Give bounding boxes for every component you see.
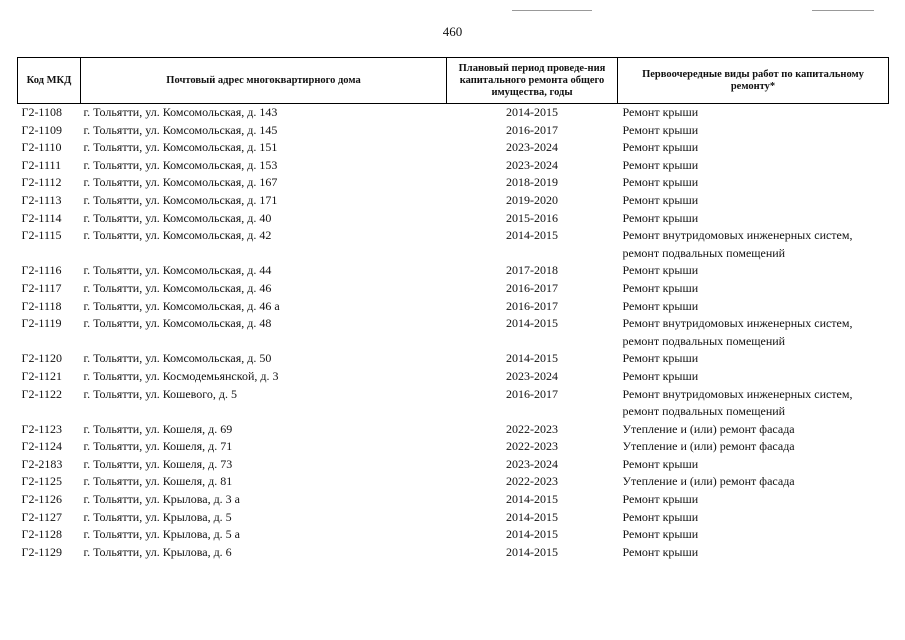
address-cell: г. Тольятти, ул. Комсомольская, д. 50 <box>83 351 272 366</box>
mkd-code-cell: Г2-1118 <box>21 298 62 313</box>
mkd-code-cell: Г2-1117 <box>21 280 62 295</box>
table-row <box>18 174 889 192</box>
address-cell: г. Тольятти, ул. Комсомольская, д. 171 <box>83 192 278 207</box>
works-cell <box>618 139 889 157</box>
works-line: Утепление и (или) ремонт фасада <box>622 439 795 454</box>
repair-period-cell: 2014-2015 <box>506 105 558 119</box>
works-cell <box>618 122 889 140</box>
top-rule-left <box>512 10 592 11</box>
header-code: Код МКД <box>18 58 81 104</box>
mkd-code-cell: Г2-1121 <box>21 368 62 383</box>
repair-period-cell: 2015-2016 <box>506 210 558 225</box>
mkd-code-cell: Г2-1111 <box>21 157 62 172</box>
address-cell: г. Тольятти, ул. Кошеля, д. 71 <box>83 439 233 454</box>
table-row <box>18 438 889 456</box>
address-cell: г. Тольятти, ул. Комсомольская, д. 145 <box>83 122 278 137</box>
works-cell <box>618 491 889 509</box>
repair-period-cell: 2014-2015 <box>506 228 558 243</box>
works-cell <box>618 456 889 474</box>
repair-period-cell: 2016-2017 <box>506 122 558 137</box>
mkd-code-cell: Г2-1122 <box>21 386 62 401</box>
mkd-code-cell: Г2-1116 <box>21 263 62 278</box>
repair-period-cell: 2023-2024 <box>506 157 558 172</box>
table-row <box>18 368 889 386</box>
address-cell: г. Тольятти, ул. Комсомольская, д. 153 <box>83 157 278 172</box>
works-cell <box>618 157 889 175</box>
works-line: Ремонт внутридомовых инженерных систем, <box>622 228 853 243</box>
mkd-code-cell: Г2-1125 <box>21 474 62 489</box>
table-row <box>18 473 889 491</box>
works-line: Ремонт крыши <box>622 122 699 137</box>
address-cell: г. Тольятти, ул. Комсомольская, д. 40 <box>83 210 272 225</box>
works-line: Ремонт крыши <box>622 192 699 207</box>
works-line: Ремонт крыши <box>622 368 699 383</box>
mkd-code-cell: Г2-1128 <box>21 527 62 542</box>
header-works: Первоочередные виды работ по капитальному ремонту* <box>618 58 889 104</box>
works-line: Ремонт крыши <box>622 298 699 313</box>
repair-period-cell: 2023-2024 <box>506 368 558 383</box>
repair-period-cell: 2022-2023 <box>506 439 558 454</box>
works-line: Утепление и (или) ремонт фасада <box>622 474 795 489</box>
repair-period-cell: 2014-2015 <box>506 492 558 507</box>
repair-period-cell: 2017-2018 <box>506 263 558 278</box>
mkd-code-cell: Г2-1124 <box>21 439 62 454</box>
mkd-code-cell: Г2-1126 <box>21 492 62 507</box>
works-line: ремонт подвальных помещений <box>622 245 786 260</box>
works-line: Ремонт крыши <box>622 351 699 366</box>
table-row <box>18 192 889 210</box>
works-cell <box>618 192 889 210</box>
table-row <box>18 509 889 527</box>
repair-period-cell: 2018-2019 <box>506 175 558 190</box>
table-row <box>18 491 889 509</box>
repair-period-cell: 2016-2017 <box>506 280 558 295</box>
works-cell <box>618 526 889 544</box>
address-cell: г. Тольятти, ул. Комсомольская, д. 44 <box>83 263 272 278</box>
mkd-code-cell: Г2-1127 <box>21 509 62 524</box>
address-cell: г. Тольятти, ул. Комсомольская, д. 48 <box>83 316 272 331</box>
works-line: Ремонт внутридомовых инженерных систем, <box>622 316 853 331</box>
table-row <box>18 262 889 280</box>
repair-period-cell: 2014-2015 <box>506 527 558 542</box>
repair-period-cell: 2019-2020 <box>506 192 558 207</box>
address-cell: г. Тольятти, ул. Кошеля, д. 69 <box>83 421 233 436</box>
works-line: Ремонт крыши <box>622 210 699 225</box>
mkd-code-cell: Г2-1113 <box>21 192 62 207</box>
works-cell <box>618 386 889 421</box>
works-cell <box>618 421 889 439</box>
address-cell: г. Тольятти, ул. Комсомольская, д. 151 <box>83 140 278 155</box>
header-period: Плановый период проведе-ния капитального ремонта общего имущества, годы <box>447 58 618 104</box>
works-line: Ремонт крыши <box>622 527 699 542</box>
table-row <box>18 227 889 262</box>
works-cell <box>618 227 889 262</box>
works-cell <box>618 509 889 527</box>
table-row <box>18 526 889 544</box>
repair-period-cell: 2014-2015 <box>506 509 558 524</box>
table-row <box>18 280 889 298</box>
table-row <box>18 544 889 562</box>
address-cell: г. Тольятти, ул. Кошевого, д. 5 <box>83 386 237 401</box>
mkd-code-cell: Г2-1109 <box>21 122 62 137</box>
address-cell: г. Тольятти, ул. Комсомольская, д. 46 а <box>83 298 280 313</box>
address-cell: г. Тольятти, ул. Кошеля, д. 81 <box>83 474 233 489</box>
table-row <box>18 421 889 439</box>
works-line: Ремонт крыши <box>622 175 699 190</box>
table-header-row <box>18 58 889 104</box>
works-line: Ремонт крыши <box>622 157 699 172</box>
repair-period-cell: 2023-2024 <box>506 140 558 155</box>
works-line: Ремонт крыши <box>622 492 699 507</box>
repair-period-cell: 2022-2023 <box>506 474 558 489</box>
works-line: Ремонт крыши <box>622 509 699 524</box>
repair-period-cell: 2016-2017 <box>506 298 558 313</box>
address-cell: г. Тольятти, ул. Крылова, д. 5 <box>83 509 232 524</box>
works-cell <box>618 298 889 316</box>
mkd-code-cell: Г2-1129 <box>21 544 62 559</box>
table-row <box>18 139 889 157</box>
mkd-code-cell: Г2-1112 <box>21 175 62 190</box>
repair-period-cell: 2022-2023 <box>506 421 558 436</box>
table-row <box>18 298 889 316</box>
address-cell: г. Тольятти, ул. Крылова, д. 6 <box>83 544 232 559</box>
works-line: Ремонт крыши <box>622 544 699 559</box>
works-cell <box>618 210 889 228</box>
works-cell <box>618 350 889 368</box>
works-cell <box>618 438 889 456</box>
table-row <box>18 122 889 140</box>
works-line: Ремонт внутридомовых инженерных систем, <box>622 386 853 401</box>
address-cell: г. Тольятти, ул. Комсомольская, д. 167 <box>83 175 278 190</box>
mkd-code-cell: Г2-1114 <box>21 210 62 225</box>
works-cell <box>618 544 889 562</box>
works-line: ремонт подвальных помещений <box>622 404 786 419</box>
works-line: Ремонт крыши <box>622 280 699 295</box>
repair-period-cell: 2014-2015 <box>506 351 558 366</box>
mkd-code-cell: Г2-1120 <box>21 351 62 366</box>
table-row <box>18 386 889 421</box>
works-line: Утепление и (или) ремонт фасада <box>622 421 795 436</box>
table-body <box>18 104 889 562</box>
mkd-code-cell: Г2-1110 <box>21 140 62 155</box>
repair-period-cell: 2016-2017 <box>506 386 558 401</box>
works-cell <box>618 262 889 280</box>
works-line: Ремонт крыши <box>622 140 699 155</box>
works-cell <box>618 315 889 350</box>
works-cell <box>618 280 889 298</box>
repair-period-cell: 2014-2015 <box>506 544 558 559</box>
header-address: Почтовый адрес многоквартирного дома <box>81 58 447 104</box>
mkd-code-cell: Г2-1108 <box>21 105 62 119</box>
mkd-code-cell: Г2-1123 <box>21 421 62 436</box>
table-row <box>18 157 889 175</box>
repair-period-cell: 2014-2015 <box>506 316 558 331</box>
page-number: 460 <box>442 24 463 39</box>
table-row <box>18 350 889 368</box>
address-cell: г. Тольятти, ул. Крылова, д. 5 а <box>83 527 241 542</box>
top-rule-right <box>812 10 874 11</box>
address-cell: г. Тольятти, ул. Крылова, д. 3 а <box>83 492 241 507</box>
works-line: Ремонт крыши <box>622 105 699 119</box>
address-cell: г. Тольятти, ул. Космодемьянской, д. 3 <box>83 368 279 383</box>
mkd-code-cell: Г2-1115 <box>21 228 62 243</box>
works-line: Ремонт крыши <box>622 263 699 278</box>
table-row <box>18 456 889 474</box>
works-cell <box>618 368 889 386</box>
housing-repair-table <box>17 57 889 561</box>
mkd-code-cell: Г2-1119 <box>21 316 62 331</box>
mkd-code-cell: Г2-2183 <box>21 456 63 471</box>
address-cell: г. Тольятти, ул. Комсомольская, д. 46 <box>83 280 272 295</box>
works-cell <box>618 473 889 491</box>
address-cell: г. Тольятти, ул. Комсомольская, д. 143 <box>83 105 278 119</box>
table-row <box>18 315 889 350</box>
works-line: ремонт подвальных помещений <box>622 333 786 348</box>
works-cell <box>618 104 889 122</box>
address-cell: г. Тольятти, ул. Комсомольская, д. 42 <box>83 228 272 243</box>
table-row <box>18 210 889 228</box>
works-cell <box>618 174 889 192</box>
works-line: Ремонт крыши <box>622 456 699 471</box>
address-cell: г. Тольятти, ул. Кошеля, д. 73 <box>83 456 233 471</box>
table-row <box>18 104 889 122</box>
repair-period-cell: 2023-2024 <box>506 456 558 471</box>
